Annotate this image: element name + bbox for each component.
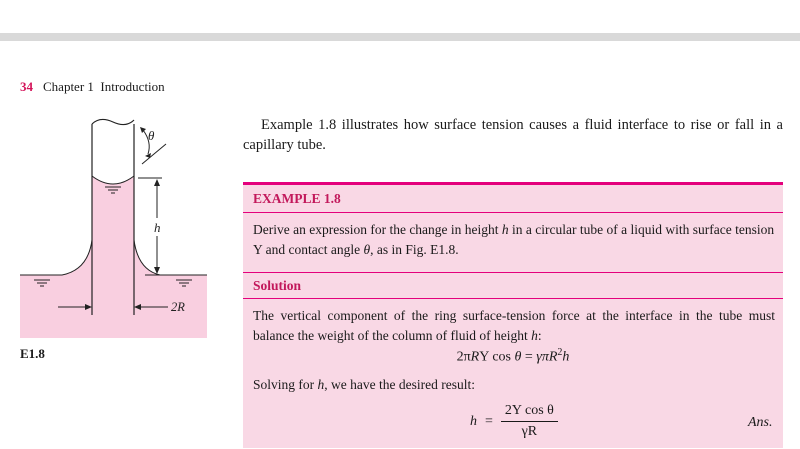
equation-lhs: h bbox=[470, 413, 477, 429]
equation-result bbox=[470, 403, 558, 440]
tangent-line bbox=[142, 144, 166, 164]
example-top-rule bbox=[243, 182, 783, 185]
chapter-title: Chapter 1 Introduction bbox=[43, 79, 165, 94]
equation-fraction bbox=[501, 403, 558, 440]
tube-liquid bbox=[92, 176, 134, 310]
theta-label: θ bbox=[148, 128, 155, 143]
h-arrow-up bbox=[154, 179, 160, 186]
capillary-tube-figure bbox=[0, 100, 230, 350]
example-rule bbox=[243, 212, 783, 213]
page-number: 34 bbox=[20, 79, 33, 94]
viewer-top-bar bbox=[0, 33, 800, 41]
example-title: EXAMPLE 1.8 bbox=[253, 191, 341, 206]
top-margin bbox=[0, 0, 800, 33]
fraction-numerator: 2Y cos θ bbox=[501, 403, 558, 422]
solving-sentence: Solving for h, we have the desired result: bbox=[253, 377, 475, 392]
running-head bbox=[20, 79, 165, 95]
diameter-label: 2R bbox=[171, 300, 185, 314]
theta-arrow-top bbox=[140, 127, 146, 133]
answer-marker: Ans. bbox=[748, 415, 773, 430]
tube-top-cut bbox=[92, 119, 134, 124]
equation-force-balance: 2πRY cos θ = γπR$^2$h bbox=[456, 347, 570, 365]
solution-top-rule bbox=[243, 272, 783, 273]
figure-label: E1.8 bbox=[20, 346, 45, 361]
solution-title: Solution bbox=[253, 278, 302, 293]
example-question: Derive an expression for the change in height h in a circular tube of a liquid with surface tension Y and contact angle θ, as in Fig. E1.8. bbox=[253, 222, 775, 257]
h-label: h bbox=[154, 220, 161, 235]
fraction-denominator: γR bbox=[521, 424, 538, 439]
equation-equals: = bbox=[485, 413, 493, 429]
solution-paragraph: The vertical component of the ring surface-tension force at the interface in the tube must balance the weight of the column of fluid of height h: bbox=[253, 308, 775, 343]
solution-rule bbox=[243, 298, 783, 299]
intro-paragraph: Example 1.8 illustrates how surface tension causes a fluid interface to rise or fall in a capillary tube. bbox=[243, 117, 783, 153]
